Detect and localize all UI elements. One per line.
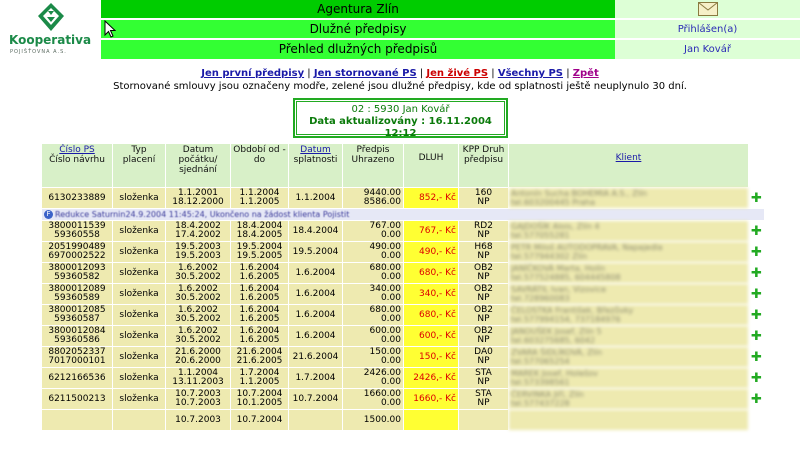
comment-row [42,209,765,221]
cell-predpis: 490.00 [369,242,401,252]
cell-sjednani: 17.4.2002 [175,230,221,240]
cell-od: 10.7.2004 [236,414,283,425]
cell-uhrazeno: 0.00 [380,314,401,324]
cell-kpp: 160 [474,188,493,198]
col-navrh-label: Číslo návrhu [49,155,105,165]
cell-typ: složenka [119,330,159,341]
cell-kpp: OB2 [474,284,493,294]
kooperativa-logo [0,0,101,60]
section-title: Dlužné předpisy [101,20,615,39]
cell-kpp: RD2 [474,221,493,231]
cell-datum: 21.6.2000 [175,347,221,357]
table-row [42,410,765,431]
table-row [42,284,765,305]
agency-title: Agentura Zlín [101,0,615,19]
cell-datum: 10.7.2003 [175,414,221,425]
cell-sjednani: 18.12.2000 [172,197,224,207]
cell-druh: NP [477,251,490,261]
cell-splatnost: 10.7.2004 [292,393,339,404]
cell-od: 21.6.2004 [236,347,283,357]
cell-ps: 6211500213 [48,393,106,404]
cell-dluh: 2426,- Kč [413,372,456,383]
cell-uhrazeno: 0.00 [380,377,401,387]
cell-kpp: DA0 [474,347,493,357]
mail-button[interactable] [615,0,800,19]
cell-kpp: OB2 [474,263,493,273]
cell-client-name: ČERVINKA Jiří, Zlín [511,390,584,399]
add-row-button[interactable]: ✚ [749,368,765,389]
cell-splatnost: 1.6.2004 [295,267,336,278]
cell-client-phone: tel.573398561 [511,378,570,387]
table-row [42,389,765,410]
nav-back-link[interactable]: Zpět [572,68,599,79]
cell-navrh: 6970002522 [48,251,106,261]
cell-do: 1.6.2005 [239,314,280,324]
cell-typ: složenka [119,225,159,236]
cell-od: 1.7.2004 [239,368,280,378]
cell-typ: složenka [119,393,159,404]
cell-od: 1.6.2004 [239,305,280,315]
cell-uhrazeno: 0.00 [380,293,401,303]
subsection-title: Přehled dlužných předpisů [101,40,615,59]
cell-client-name: JANOUŠEK Josef, Zlín 5 [511,327,602,336]
envelope-icon [698,2,718,16]
cell-do: 19.5.2005 [236,251,283,261]
cell-client-phone: tel.577437228 [511,399,570,408]
cell-splatnost: 1.7.2004 [295,372,336,383]
cell-client-name: Antonín Sucha BOHEMIA A.S., Zlín [511,189,648,198]
cell-druh: NP [477,272,490,282]
cell-sjednani: 30.5.2002 [175,272,221,282]
cell-client-phone: tel.603275685, 6042 [511,336,596,345]
cell-client-phone: tel.577944302 Zlín [511,252,588,261]
add-row-button[interactable]: ✚ [749,242,765,263]
cell-dluh: 340,- Kč [419,288,456,299]
cell-dluh: 680,- Kč [419,267,456,278]
table-row [42,263,765,284]
col-kpp: KPP Druh předpisu [459,144,509,188]
cell-uhrazeno: 0.00 [380,356,401,366]
col-obdobi: Období od - do [231,144,289,188]
cell-sjednani: 20.6.2000 [175,356,221,366]
cell-uhrazeno: 0.00 [380,230,401,240]
col-typ: Typ placení [113,144,166,188]
user-link[interactable]: Jan Kovář [615,40,800,59]
mouse-cursor-icon [104,20,116,38]
add-row-button[interactable]: ✚ [749,347,765,368]
cell-splatnost: 19.5.2004 [292,246,339,257]
cell-predpis: 9440.00 [363,188,401,198]
cell-predpis: 767.00 [369,221,401,231]
cell-druh: NP [477,197,490,207]
cell-kpp: H68 [474,242,493,252]
cell-od: 1.6.2004 [239,326,280,336]
cell-client-phone: tel.577055281 [511,231,570,240]
cell-ps: 3800012085 [48,305,106,315]
table-header [42,144,765,188]
cell-client-name: SAVRÁTIL Ivan, Vizovice [511,285,607,294]
cell-splatnost: 1.6.2004 [295,309,336,320]
cell-datum: 1.1.2004 [177,368,219,378]
cell-navrh: 59360587 [54,314,100,324]
cell-ps: 2051990489 [48,242,106,252]
cell-predpis: 1500.00 [363,414,401,425]
nav-separator: | [307,68,311,79]
cell-typ: složenka [119,246,159,257]
col-splatnost-label: splatnosti [293,155,338,165]
cell-splatnost: 21.6.2004 [292,351,339,362]
kooperativa-emblem-icon [37,2,65,32]
nav-first-link[interactable]: Jen první předpisy [201,68,305,79]
col-dluh: DLUH [404,144,459,188]
info-agent: 02 : 5930 Jan Kovář [351,104,450,115]
cell-dluh: 1660,- Kč [413,393,456,404]
cell-client-name: GAJDOŠÍK Alois, Zlín 4 [511,222,600,231]
add-row-button[interactable]: ✚ [749,389,765,410]
cell-ps: 6212166536 [48,372,106,383]
col-splatnost[interactable] [289,144,343,188]
cell-client-name: PETR Miloš AUTODOPRAVA, Napajedla [511,243,663,252]
cell-predpis: 680.00 [369,305,401,315]
info-box [293,98,508,138]
nav-all-link[interactable]: Všechny PS [497,68,563,79]
cell-od: 1.1.2004 [239,188,280,198]
cell-dluh: 490,- Kč [419,246,456,257]
cell-splatnost: 1.1.2004 [295,192,336,203]
table-row [42,368,765,389]
cell-typ: složenka [119,372,159,383]
cell-typ: složenka [119,351,159,362]
info-updated: Data aktualizovány : 16.11.2004 12:12 [309,116,492,139]
cell-navrh: 59360586 [54,335,100,345]
debt-table [41,143,765,431]
cell-typ: složenka [119,267,159,278]
cell-uhrazeno: 8586.00 [363,197,401,207]
nav-live-link[interactable]: Jen živé PS [426,68,489,79]
cell-ps: 3800012093 [48,263,106,273]
cell-client-name: JANÍČKOVÁ Marta, Holín [511,264,606,273]
cell-do: 10.1.2005 [236,398,283,408]
cell-druh: NP [477,398,490,408]
cell-ps: 8802052337 [48,347,106,357]
cell-datum: 10.7.2003 [175,389,221,399]
comment-f-icon: F [44,210,53,219]
cell-client-phone: tel.577994154, 737184976 [511,315,621,324]
cell-client-name: ČELOSTKA František, Březůvky [511,306,634,315]
col-ps-link[interactable]: Číslo PS [59,145,95,155]
cell-predpis: 340.00 [369,284,401,294]
cell-do: 1.6.2005 [239,272,280,282]
cell-sjednani: 10.7.2003 [175,398,221,408]
cell-sjednani: 30.5.2002 [175,314,221,324]
cell-dluh: 600,- Kč [419,330,456,341]
cell-druh: NP [477,293,490,303]
col-predpis: Předpis Uhrazeno [343,144,404,188]
cell-dluh: 852,- Kč [419,192,456,203]
filter-nav [0,68,800,79]
comment-text: Redukce Saturnin24.9.2004 11:45:24, Ukončeno na žádost klienta Pojistit [55,210,350,219]
col-action [749,144,765,188]
cell-do: 1.6.2005 [239,293,280,303]
table-row [42,326,765,347]
cell-typ: složenka [119,309,159,320]
cell-ps: 3800011539 [48,221,106,231]
cell-navrh: 59360589 [54,293,100,303]
logo-brand-text: Kooperativa [9,33,92,47]
legend-note: Stornované smlouvy jsou označeny modře, zelené jsou dlužné předpisy, kde od splatnosti ještě neuplynulo 30 dní. [113,81,687,92]
cell-kpp: OB2 [474,326,493,336]
cell-client-phone: tel.577065254 [511,357,570,366]
cell-splatnost: 1.6.2004 [295,330,336,341]
cell-do: 21.6.2005 [236,356,283,366]
cell-splatnost: 1.6.2004 [295,288,336,299]
nav-separator: | [491,68,495,79]
add-row-button[interactable]: ✚ [749,284,765,305]
cell-client-name: MAREK Josef, Holešov [511,369,598,378]
cell-od: 1.6.2004 [239,263,280,273]
col-datum: Datum počátku/ sjednání [166,144,231,188]
table-row [42,242,765,263]
col-klient-link[interactable]: Klient [615,153,642,163]
cell-kpp: STA [475,368,492,378]
cell-uhrazeno: 0.00 [380,251,401,261]
cell-datum: 1.6.2002 [177,284,219,294]
cell-sjednani: 30.5.2002 [175,293,221,303]
add-row-button[interactable]: ✚ [749,188,765,209]
cell-datum: 1.6.2002 [177,263,219,273]
cell-client-phone: tel.728960083 [511,294,570,303]
cell-datum: 1.1.2001 [177,188,219,198]
logo-sub-text: POJIŠŤOVNA A.S. [10,49,67,55]
cell-datum: 19.5.2003 [175,242,221,252]
table-row [42,188,765,209]
cell-do: 1.1.2005 [239,197,280,207]
cell-client-phone: tel.603200445 Praha [511,198,596,207]
col-splatnost-link[interactable]: Datum [300,145,331,155]
cell-druh: NP [477,335,490,345]
nav-storno-link[interactable]: Jen stornované PS [313,68,417,79]
nav-separator: | [419,68,424,79]
cell-druh: NP [477,356,490,366]
cell-do: 1.1.2005 [239,377,280,387]
cell-sjednani: 30.5.2002 [175,335,221,345]
cell-druh: NP [477,230,490,240]
cell-kpp: OB2 [474,305,493,315]
add-row-button[interactable]: ✚ [749,263,765,284]
add-row-button[interactable]: ✚ [749,326,765,347]
cell-navrh: 59360558 [54,230,100,240]
nav-separator: | [566,68,570,79]
cell-predpis: 680.00 [369,263,401,273]
cell-od: 1.6.2004 [239,284,280,294]
cell-navrh: 7017000101 [48,356,106,366]
add-row-button[interactable]: ✚ [749,221,765,242]
cell-client-name: ZVARA ŠIDLÍKOVÁ, Zlín [511,348,603,357]
table-row [42,305,765,326]
cell-druh: NP [477,377,490,387]
col-ps[interactable] [42,144,113,188]
cell-do: 18.4.2005 [236,230,283,240]
cell-ps: 3800012084 [48,326,106,336]
cell-dluh: 680,- Kč [419,309,456,320]
login-status-link[interactable]: Přihlášen(a) [615,20,800,39]
cell-uhrazeno: 0.00 [380,272,401,282]
cell-uhrazeno: 0.00 [380,398,401,408]
cell-splatnost: 18.4.2004 [292,225,339,236]
cell-dluh: 767,- Kč [419,225,456,236]
cell-datum: 1.6.2002 [177,326,219,336]
cell-typ: složenka [119,288,159,299]
cell-dluh: 150,- Kč [419,351,456,362]
cell-datum: 1.6.2002 [177,305,219,315]
cell-predpis: 1660.00 [363,389,401,399]
cell-druh: NP [477,314,490,324]
add-row-button[interactable] [749,410,765,431]
cell-uhrazeno: 0.00 [380,335,401,345]
cell-od: 10.7.2004 [236,389,283,399]
cell-do: 1.6.2005 [239,335,280,345]
add-row-button[interactable]: ✚ [749,305,765,326]
col-klient[interactable] [509,144,749,188]
cell-predpis: 150.00 [369,347,401,357]
cell-ps: 3800012089 [48,284,106,294]
cell-client-phone: tel.577524885, 604445808 [511,273,621,282]
cell-sjednani: 19.5.2003 [175,251,221,261]
cell-od: 18.4.2004 [236,221,283,231]
cell-od: 19.5.2004 [236,242,283,252]
cell-ps: 6130233889 [48,192,106,203]
cell-typ: složenka [119,192,159,203]
cell-sjednani: 13.11.2003 [172,377,224,387]
cell-kpp: STA [475,389,492,399]
cell-datum: 18.4.2002 [175,221,221,231]
cell-predpis: 2426.00 [363,368,401,378]
table-row [42,347,765,368]
table-row [42,221,765,242]
cell-navrh: 59360582 [54,272,100,282]
cell-predpis: 600.00 [369,326,401,336]
